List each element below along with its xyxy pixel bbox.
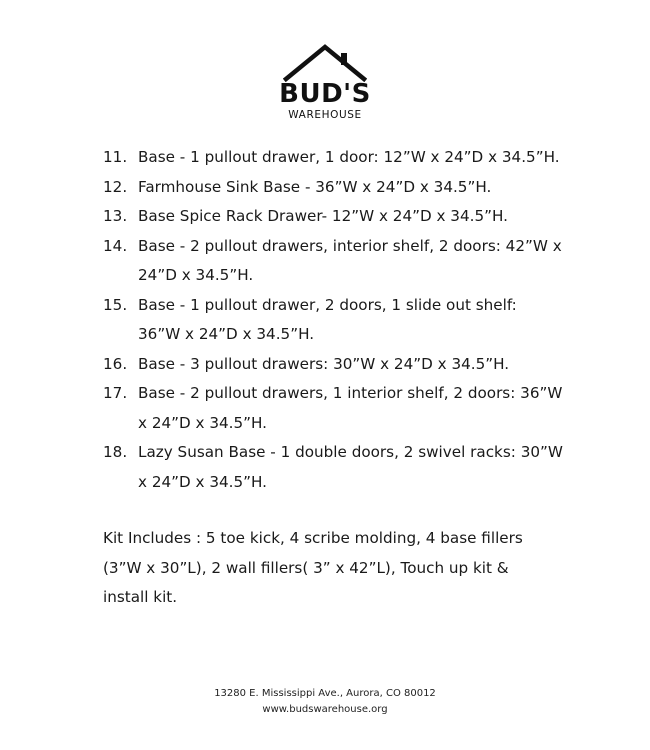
item-text: Farmhouse Sink Base - 36”W x 24”D x 34.5”H.: [138, 177, 492, 196]
list-item: [103, 173, 563, 203]
footer-address: 13280 E. Mississippi Ave., Aurora, CO 80012: [214, 688, 436, 699]
list-item: [103, 232, 563, 291]
item-number: 13.: [103, 207, 128, 225]
item-number: 12.: [103, 177, 128, 196]
logo-subtitle: WAREHOUSE: [288, 109, 362, 121]
footer-website: www.budswarehouse.org: [262, 704, 388, 715]
footer: [0, 686, 650, 718]
item-number: 18.: [103, 443, 128, 461]
item-text: Base - 3 pullout drawers: 30”W x 24”D x 34.5”H.: [138, 354, 510, 373]
item-number: 17.: [103, 384, 128, 402]
list-item: [103, 143, 563, 173]
list-item: [103, 438, 563, 497]
cabinet-list: [103, 143, 563, 497]
item-text: Base - 1 pullout drawer, 1 door: 12”W x 24”D x 34.5”H.: [138, 148, 560, 166]
list-item: [103, 202, 563, 232]
item-text: Base - 1 pullout drawer, 2 doors, 1 slide out shelf: 36”W x 24”D x 34.5”H.: [138, 295, 517, 343]
item-number: 11.: [103, 148, 128, 166]
kit-includes-text: Kit Includes : 5 toe kick, 4 scribe molding, 4 base fillers (3”W x 30”L), 2 wall fillers( 3” x 42”L), Touch up kit & install kit.: [103, 529, 523, 606]
item-number: 15.: [103, 295, 128, 314]
logo-name: BUD'S: [279, 79, 371, 109]
list-item: [103, 291, 563, 350]
item-text: Base Spice Rack Drawer- 12”W x 24”D x 34.5”H.: [138, 207, 508, 225]
house-roof-icon: [283, 42, 367, 82]
item-text: Lazy Susan Base - 1 double doors, 2 swivel racks: 30”W x 24”D x 34.5”H.: [138, 443, 563, 491]
list-item: [103, 379, 563, 438]
item-number: 14.: [103, 236, 128, 255]
item-number: 16.: [103, 354, 128, 373]
list-item: [103, 350, 563, 380]
item-text: Base - 2 pullout drawers, 1 interior shelf, 2 doors: 36”W x 24”D x 34.5”H.: [138, 384, 563, 432]
logo: [0, 42, 650, 122]
item-text: Base - 2 pullout drawers, interior shelf, 2 doors: 42”W x 24”D x 34.5”H.: [138, 236, 562, 284]
